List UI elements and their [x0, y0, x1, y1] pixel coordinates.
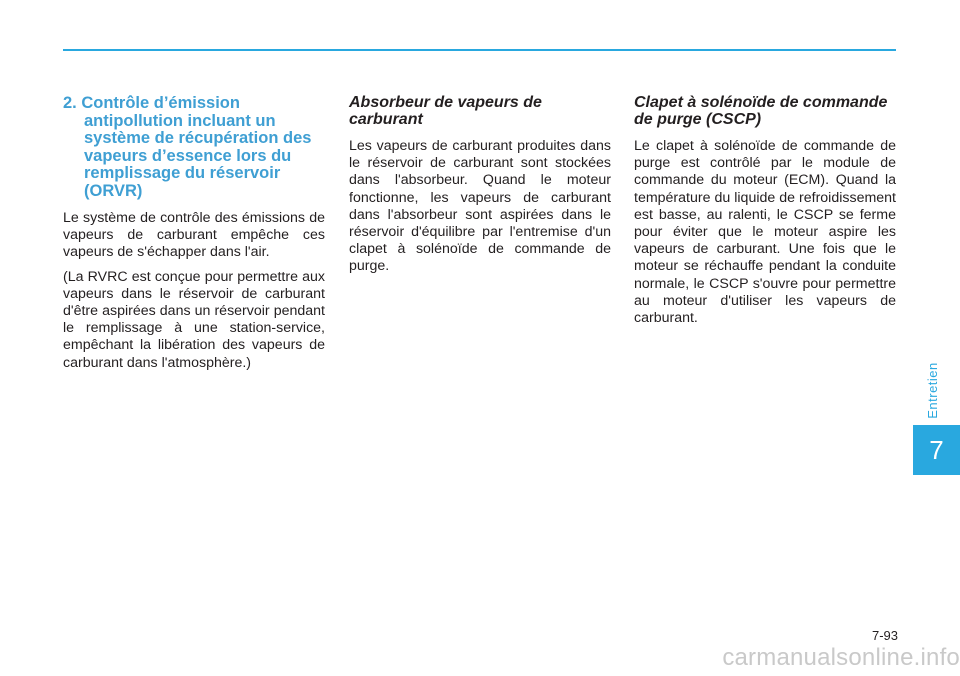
paragraph-orvr-intro: Le système de contrôle des émissions de vapeurs de carburant empêche ces vapeurs de s'échapper dans l'air.: [63, 210, 325, 261]
paragraph-cscp: Le clapet à solénoïde de commande de purge est contrôlé par le module de commande du moteur (ECM). Quand la température du liquide de refroidissement est basse, au ralenti, le CSCP se ferme pour éviter que le moteur aspire les vapeurs de carburant. Une fois que le moteur se réchauffe pendant la conduite normale, le CSCP s'ouvre pour permettre au moteur d'utiliser les vapeurs de carburant.: [634, 138, 896, 327]
column-absorbeur: [349, 95, 611, 283]
column-orvr: [63, 95, 325, 379]
header-rule: [63, 49, 896, 51]
chapter-badge: 7: [913, 425, 960, 475]
column-cscp: [634, 95, 896, 334]
section-tab-text: Entretien: [924, 361, 940, 419]
section-heading-cscp: Clapet à solénoïde de commande de purge (CSCP): [634, 94, 888, 128]
section-heading-orvr: 2. Contrôle d’émission antipollution incluant un système de récupération des vapeurs d’essence lors du remplissage du réservoir (ORVR): [63, 94, 312, 200]
page-number: 7-93: [871, 628, 898, 643]
paragraph-orvr-detail: (La RVRC est conçue pour permettre aux vapeurs dans le réservoir de carburant d'être aspirées dans un réservoir pendant le remplissage à une station-service, empêchant la libération des vapeurs de carburant dans l'atmosphère.): [63, 268, 325, 371]
watermark-text: carmanualsonline.info: [722, 644, 960, 671]
section-heading-absorbeur: Absorbeur de vapeurs de carburant: [349, 94, 542, 128]
section-tab-label: [910, 345, 954, 435]
paragraph-absorbeur: Les vapeurs de carburant produites dans le réservoir de carburant sont stockées dans l'absorbeur. Quand le moteur fonctionne, les vapeurs de carburant dans l'absorbeur sont aspirées dans le réservoir d'équilibre par l'entremise d'un clapet à solénoïde de commande de purge.: [349, 138, 611, 275]
